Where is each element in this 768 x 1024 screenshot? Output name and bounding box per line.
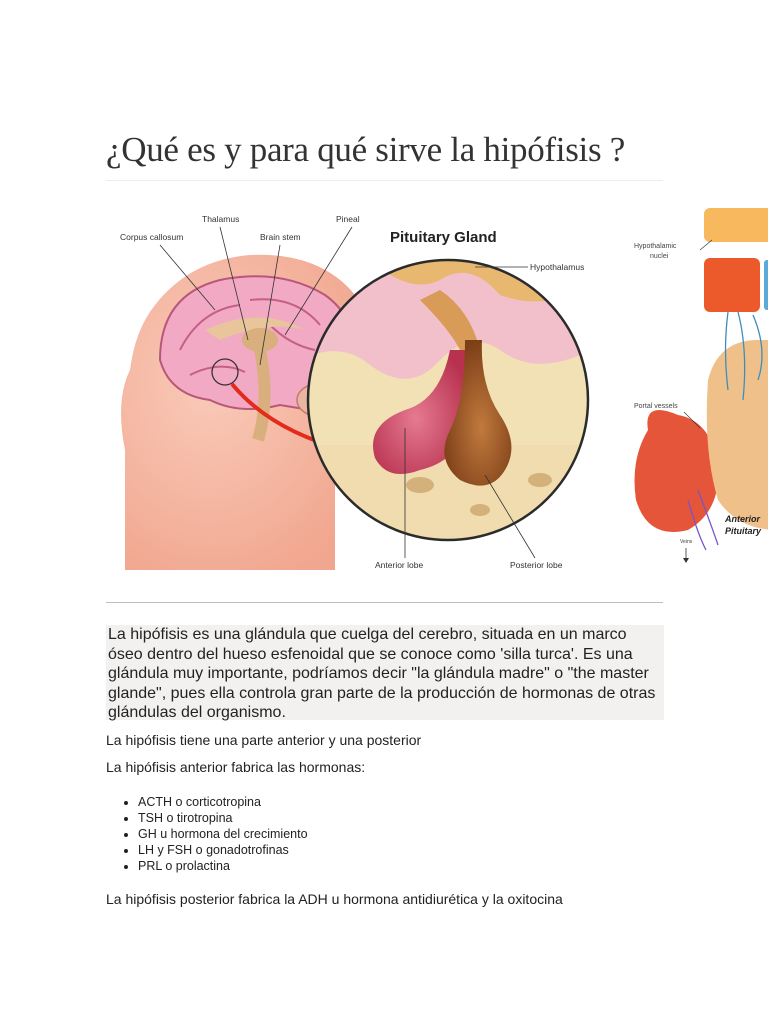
label-anterior: Anterior <box>725 514 761 524</box>
label-portal-vessels: Portal vessels <box>634 403 678 410</box>
label-thalamus: Thalamus <box>202 214 240 224</box>
list-item: • TSH o tirotropina <box>138 810 308 826</box>
label-anterior-lobe: Anterior lobe <box>375 560 424 570</box>
paragraph-anterior-hormones: La hipófisis anterior fabrica las hormonas: <box>106 759 366 775</box>
label-veins: Veins <box>680 539 693 545</box>
pituitary-diagram-partial <box>628 200 768 575</box>
label-hypothalamus: Hypothalamus <box>530 262 585 272</box>
label-pituitary: Pituitary <box>725 526 762 536</box>
label-hypothalamic: Hypothalamic <box>634 243 677 250</box>
title-divider <box>106 180 663 181</box>
paragraph-posterior-hormones: La hipófisis posterior fabrica la ADH u hormona antidiurética y la oxitocina <box>106 891 563 907</box>
label-brain-stem: Brain stem <box>260 232 301 242</box>
list-item: • LH y FSH o gonadotrofinas <box>138 842 308 858</box>
label-nuclei: nuclei <box>650 253 669 260</box>
paragraph-parts: La hipófisis tiene una parte anterior y una posterior <box>106 732 422 748</box>
figure-title: Pituitary Gland <box>390 229 497 246</box>
list-item: • PRL o prolactina <box>138 858 308 874</box>
list-item: • ACTH o corticotropina <box>138 794 308 810</box>
label-pineal: Pineal <box>336 214 360 224</box>
hormone-list <box>110 794 308 874</box>
page-title: ¿Qué es y para qué sirve la hipófisis ? <box>106 130 625 169</box>
list-item: • GH u hormona del crecimiento <box>138 826 308 842</box>
label-corpus-callosum: Corpus callosum <box>120 232 184 242</box>
pituitary-gland-figure <box>120 200 610 575</box>
intro-paragraph: La hipófisis es una glándula que cuelga del cerebro, situada en un marco óseo dentro del hueso esfenoidal que se conoce como 'silla turca'. Es una glándula muy importante, podríamos decir "la glándula madre" o "the master glande", pues ella controla gran parte de la producción de hormonas de otras glándulas del organismo. <box>106 625 664 720</box>
figure-divider <box>106 602 663 603</box>
label-posterior-lobe: Posterior lobe <box>510 560 563 570</box>
